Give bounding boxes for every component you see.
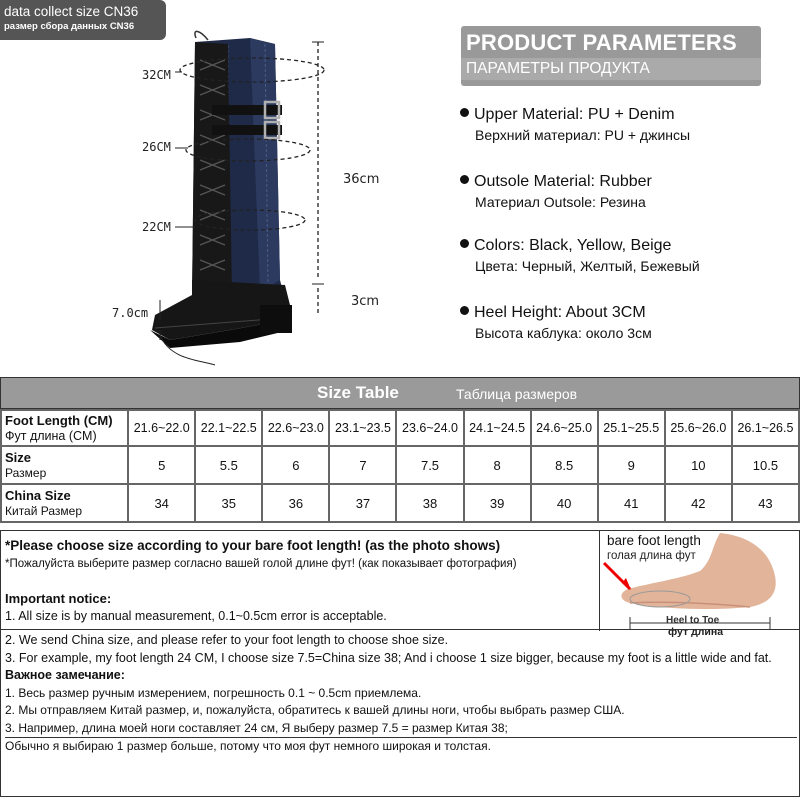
notice-lines bbox=[5, 632, 797, 756]
size-cell: 41 bbox=[598, 484, 665, 522]
size-grid bbox=[0, 409, 800, 523]
important-notice-title-ru: Важное замечание: bbox=[5, 668, 125, 682]
notice-line-3: 3. For example, my foot length 24 CM, I choose size 7.5=China size 38; And i choose 1 size bigger, because my foot is a little wide and fat. bbox=[5, 650, 772, 665]
measure-heel-width: 7.0cm bbox=[112, 306, 149, 320]
param-heel-height bbox=[460, 303, 652, 343]
param-upper-material bbox=[460, 105, 690, 145]
row-header-en: Size bbox=[5, 449, 32, 465]
row-header-ru: Фут длина (CM) bbox=[5, 428, 97, 443]
param-ru: Высота каблука: около 3см bbox=[475, 325, 652, 341]
size-cell: 36 bbox=[262, 484, 329, 522]
notice-ru-line-2: 2. Мы отправляем Китай размер, и, пожалуйста, обратитесь к вашей длины ноги, чтобы выбрать размер США. bbox=[5, 703, 625, 717]
row-header bbox=[1, 446, 128, 484]
size-cell: 22.6~23.0 bbox=[262, 410, 329, 446]
notice-ru-line-4: Обычно я выбираю 1 размер больше, потому что моя фут немного широкая и толстая. bbox=[5, 737, 797, 756]
size-table-row bbox=[1, 410, 799, 446]
row-header-en: China Size bbox=[5, 487, 71, 503]
row-header bbox=[1, 484, 128, 522]
measure-22cm: 22CM bbox=[142, 220, 171, 234]
size-table-row bbox=[1, 484, 799, 522]
param-ru: Цвета: Черный, Желтый, Бежевый bbox=[475, 258, 700, 274]
notice-line-1: 1. All size is by manual measurement, 0.1~0.5cm error is acceptable. bbox=[5, 609, 387, 623]
size-cell: 6 bbox=[262, 446, 329, 484]
size-table-row bbox=[1, 446, 799, 484]
notice-ru-line-3: 3. Например, длина моей ноги составляет 24 см, Я выберу размер 7.5 = размер Китая 38; bbox=[5, 720, 508, 735]
bare-foot-label-en: bare foot length bbox=[607, 533, 701, 548]
bare-foot-label-ru: голая длина фут bbox=[607, 550, 696, 562]
heel-to-toe-label-ru: фут длина bbox=[668, 626, 724, 638]
badge-line-en: data collect size CN36 bbox=[4, 4, 139, 19]
size-cell: 10.5 bbox=[732, 446, 799, 484]
size-cell: 22.1~22.5 bbox=[195, 410, 262, 446]
important-notice-title: Important notice: bbox=[5, 591, 112, 606]
bullet-icon bbox=[460, 175, 469, 184]
bullet-icon bbox=[460, 108, 469, 117]
choose-size-note-en: *Please choose size according to your bare foot length! (as the photo shows) bbox=[5, 538, 501, 553]
size-cell: 5.5 bbox=[195, 446, 262, 484]
size-cell: 8 bbox=[464, 446, 531, 484]
bullet-icon bbox=[460, 239, 469, 248]
param-colors bbox=[460, 236, 700, 276]
size-cell: 25.1~25.5 bbox=[598, 410, 665, 446]
measure-26cm: 26CM bbox=[142, 140, 171, 154]
badge-line-ru: размер сбора данных CN36 bbox=[4, 21, 135, 32]
size-cell: 24.1~24.5 bbox=[464, 410, 531, 446]
size-cell: 5 bbox=[128, 446, 195, 484]
size-cell: 23.1~23.5 bbox=[329, 410, 396, 446]
size-cell: 7 bbox=[329, 446, 396, 484]
notice-line-2: 2. We send China size, and please refer to your foot length to choose shoe size. bbox=[5, 633, 449, 647]
notice-section bbox=[0, 530, 800, 797]
choose-size-note-ru: *Пожалуйста выберите размер согласно вашей голой длине фут! (как показывает фотография) bbox=[5, 558, 517, 570]
param-outsole-material bbox=[460, 172, 652, 212]
size-cell: 34 bbox=[128, 484, 195, 522]
size-cell: 24.6~25.0 bbox=[531, 410, 598, 446]
size-cell: 43 bbox=[732, 484, 799, 522]
param-en: Upper Material: PU + Denim bbox=[474, 106, 675, 123]
product-parameters-title bbox=[461, 26, 761, 86]
param-en: Outsole Material: Rubber bbox=[474, 173, 652, 190]
size-cell: 7.5 bbox=[396, 446, 463, 484]
foot-measure-illustration bbox=[599, 531, 799, 638]
size-cell: 23.6~24.0 bbox=[396, 410, 463, 446]
size-cell: 21.6~22.0 bbox=[128, 410, 195, 446]
param-en: Heel Height: About 3CM bbox=[474, 304, 646, 321]
size-cell: 42 bbox=[665, 484, 732, 522]
params-title-en: PRODUCT PARAMETERS bbox=[466, 30, 737, 55]
bullet-icon bbox=[460, 306, 469, 315]
notice-divider bbox=[1, 629, 800, 630]
size-cell: 37 bbox=[329, 484, 396, 522]
size-cell: 35 bbox=[195, 484, 262, 522]
size-cell: 38 bbox=[396, 484, 463, 522]
notice-ru-line-1: 1. Весь размер ручным измерением, погрешность 0.1 ~ 0.5cm приемлема. bbox=[5, 685, 422, 700]
row-header-ru: Размер bbox=[5, 465, 47, 480]
size-table-title-ru: Таблица размеров bbox=[456, 386, 578, 402]
size-cell: 25.6~26.0 bbox=[665, 410, 732, 446]
size-table-header bbox=[0, 377, 800, 409]
boot-illustration bbox=[100, 30, 420, 375]
size-table bbox=[0, 377, 800, 523]
measure-32cm: 32CM bbox=[142, 68, 171, 82]
size-table-title-en: Size Table bbox=[317, 383, 399, 402]
row-header-ru: Китай Размер bbox=[5, 503, 83, 518]
size-cell: 39 bbox=[464, 484, 531, 522]
param-ru: Материал Outsole: Резина bbox=[475, 194, 646, 210]
size-cell: 9 bbox=[598, 446, 665, 484]
size-cell: 40 bbox=[531, 484, 598, 522]
size-cell: 10 bbox=[665, 446, 732, 484]
heel-to-toe-label-en: Heel to Toe bbox=[666, 615, 720, 626]
params-title-ru: ПАРАМЕТРЫ ПРОДУКТА bbox=[461, 58, 761, 80]
param-ru: Верхний материал: PU + джинсы bbox=[475, 127, 691, 143]
size-cell: 8.5 bbox=[531, 446, 598, 484]
row-header-en: Foot Length (CM) bbox=[5, 412, 113, 428]
row-header bbox=[1, 410, 128, 446]
measure-shaft-height: 36cm bbox=[343, 172, 380, 187]
param-en: Colors: Black, Yellow, Beige bbox=[474, 237, 672, 254]
size-cell: 26.1~26.5 bbox=[732, 410, 799, 446]
measure-sole-height: 3cm bbox=[351, 294, 380, 309]
